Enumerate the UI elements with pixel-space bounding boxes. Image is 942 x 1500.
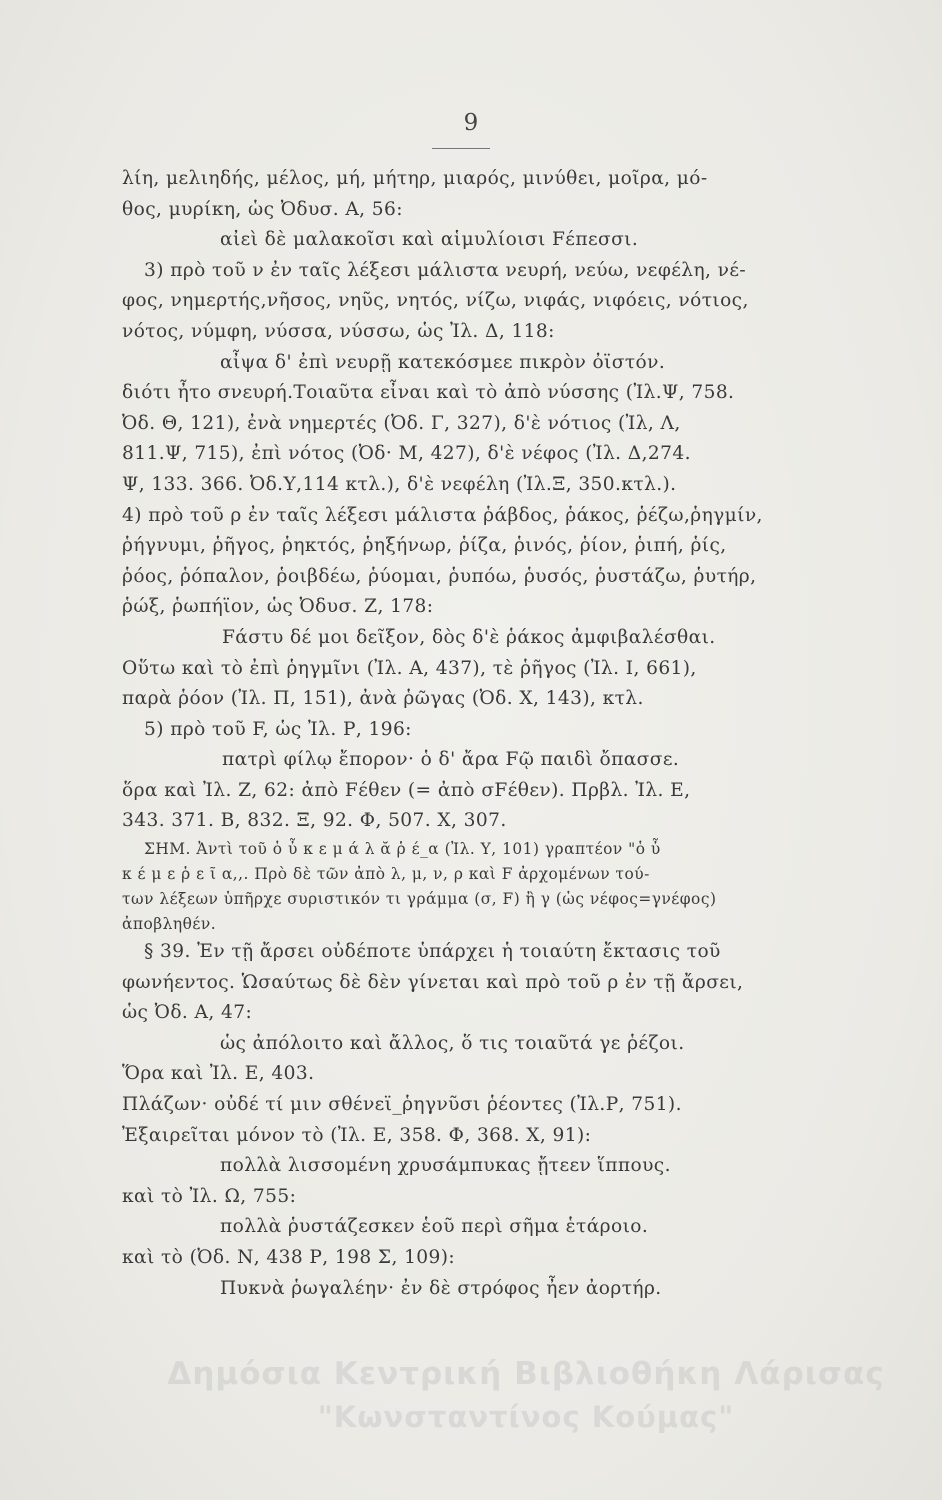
text-line: των λέξεων ὑπῆρχε συριστικόν τι γράμμα (σ, F) ἢ γ (ὡς νέφος=γνέφος) xyxy=(122,890,717,909)
text-line: Πυκνὰ ῥωγαλέην· ἐν δὲ στρόφος ἦεν ἀορτήρ. xyxy=(220,1277,662,1299)
text-line: Πλάζων· οὐδέ τί μιν σθένεϊ_ῥηγνῦσι ῥέοντες (Ἰλ.Ρ, 751). xyxy=(122,1094,682,1116)
text-line: πολλὰ ῥυστάζεσκεν ἑοῦ περὶ σῆμα ἑτάροιο. xyxy=(220,1216,649,1238)
text-line: § 39. Ἐν τῇ ἄρσει οὐδέποτε ὑπάρχει ἡ τοιαύτη ἔκτασις τοῦ xyxy=(144,941,721,963)
library-watermark-line1: Δημόσια Κεντρική Βιβλιοθήκη Λάρισας xyxy=(167,1356,885,1392)
text-line: ῥόος, ῥόπαλον, ῥοιβδέω, ῥύομαι, ῥυπόω, ῥυσός, ῥυστάζω, ῥυτήρ, xyxy=(122,565,757,587)
text-body xyxy=(122,164,822,1304)
text-line: θος, μυρίκη, ὡς Ὀδυσ. Α, 56: xyxy=(122,198,403,220)
text-line: διότι ἦτο σνευρή.Τοιαῦτα εἶναι καὶ τὸ ἀπὸ νύσσης (Ἰλ.Ψ, 758. xyxy=(122,382,735,404)
page-number-rule xyxy=(432,148,490,149)
text-line: πολλὰ λισσομένη χρυσάμπυκας ᾔτεεν ἵππους. xyxy=(220,1155,671,1177)
text-line: Ἐξαιρεῖται μόνον τὸ (Ἰλ. Ε, 358. Φ, 368. Χ, 91): xyxy=(122,1124,592,1146)
text-line: αἰεὶ δὲ μαλακοῖσι καὶ αἱμυλίοισι Fέπεσσι. xyxy=(220,229,639,251)
text-line: 343. 371. Β, 832. Ξ, 92. Φ, 507. Χ, 307. xyxy=(122,810,507,832)
text-line: φωνήεντος. Ὡσαύτως δὲ δὲν γίνεται καὶ πρὸ τοῦ ρ ἐν τῇ ἄρσει, xyxy=(122,971,744,993)
text-line: αἶψα δ' ἐπὶ νευρῇ κατεκόσμεε πικρὸν ὀϊστόν. xyxy=(220,351,666,373)
library-watermark-line2: "Κωνσταντίνος Κούμας" xyxy=(317,1400,735,1434)
text-line: ὡς Ὀδ. Α, 47: xyxy=(122,1002,253,1024)
text-line: 5) πρὸ τοῦ F, ὡς Ἰλ. Ρ, 196: xyxy=(144,718,412,740)
text-line: καὶ τὸ (Ὀδ. Ν, 438 Ρ, 198 Σ, 109): xyxy=(122,1247,456,1268)
text-line: ἀποβληθέν. xyxy=(122,915,217,934)
text-line: φος, νημερτής,νῆσος, νηῦς, νητός, νίζω, νιφάς, νιφόεις, νότιος, xyxy=(122,290,749,312)
text-line: Ψ, 133. 366. Ὀδ.Υ,114 κτλ.), δ'ὲ νεφέλη (Ἰλ.Ξ, 350.κτλ.). xyxy=(122,473,677,495)
text-line: κ έ μ ε ῥ ε ῖ α,,. Πρὸ δὲ τῶν ἀπὸ λ, μ, ν, ρ καὶ F ἀρχομένων τού- xyxy=(122,865,650,884)
text-line: ὅρα καὶ Ἰλ. Ζ, 62: ἀπὸ Fέθεν (= ἀπὸ σFέθεν). Πρβλ. Ἰλ. Ε, xyxy=(122,779,691,801)
text-line: λίη, μελιηδής, μέλος, μή, μήτηρ, μιαρός, μινύθει, μοῖρα, μό- xyxy=(122,168,708,189)
text-line: 811.Ψ, 715), ἐπὶ νότος (Ὀδ· Μ, 427), δ'ὲ νέφος (Ἰλ. Δ,274. xyxy=(122,443,691,465)
text-line: ῥήγνυμι, ῥῆγος, ῥηκτός, ῥηξήνωρ, ῥίζα, ῥινός, ῥίον, ῥιπή, ῥίς, xyxy=(122,535,727,557)
text-line: Ὅρα καὶ Ἰλ. Ε, 403. xyxy=(122,1063,315,1085)
text-line: 4) πρὸ τοῦ ρ ἐν ταῖς λέξεσι μάλιστα ῥάβδος, ῥάκος, ῥέζω,ῥηγμίν, xyxy=(122,504,763,526)
text-line: Ὀδ. Θ, 121), ἐνὰ νημερτές (Ὀδ. Γ, 327), δ'ὲ νότιος (Ἰλ, Λ, xyxy=(122,412,681,434)
text-line: ΣΗΜ. Ἀντὶ τοῦ ὁ ὖ κ ε μ ά λ ᾰ ῥ έ_α (Ἰλ. Υ, 101) γραπτέον "ὁ ὖ xyxy=(144,840,661,859)
text-line: καὶ τὸ Ἰλ. Ω, 755: xyxy=(122,1185,297,1207)
text-line: παρὰ ῥόον (Ἰλ. Π, 151), ἀνὰ ῥῶγας (Ὀδ. Χ, 143), κτλ. xyxy=(122,688,644,710)
page-number: 9 xyxy=(463,110,479,136)
text-line: νότος, νύμφη, νύσσα, νύσσω, ὡς Ἰλ. Δ, 118: xyxy=(122,320,555,342)
text-line: ῥώξ, ῥωπήϊον, ὡς Ὀδυσ. Ζ, 178: xyxy=(122,596,434,618)
text-line: Οὕτω καὶ τὸ ἐπὶ ῥηγμῖνι (Ἰλ. Α, 437), τὲ ῥῆγος (Ἰλ. Ι, 661), xyxy=(122,657,697,679)
text-line: Fάστυ δέ μοι δεῖξον, δὸς δ'ὲ ῥάκος ἀμφιβαλέσθαι. xyxy=(222,626,716,648)
text-line: 3) πρὸ τοῦ ν ἐν ταῖς λέξεσι μάλιστα νευρή, νεύω, νεφέλη, νέ- xyxy=(144,259,747,281)
text-line: πατρὶ φίλῳ ἔπορον· ὁ δ' ἄρα Fῷ παιδὶ ὄπασσε. xyxy=(222,749,680,771)
text-line: ὡς ἀπόλοιτο καὶ ἄλλος, ὅ τις τοιαῦτά γε ῥέζοι. xyxy=(220,1032,685,1054)
